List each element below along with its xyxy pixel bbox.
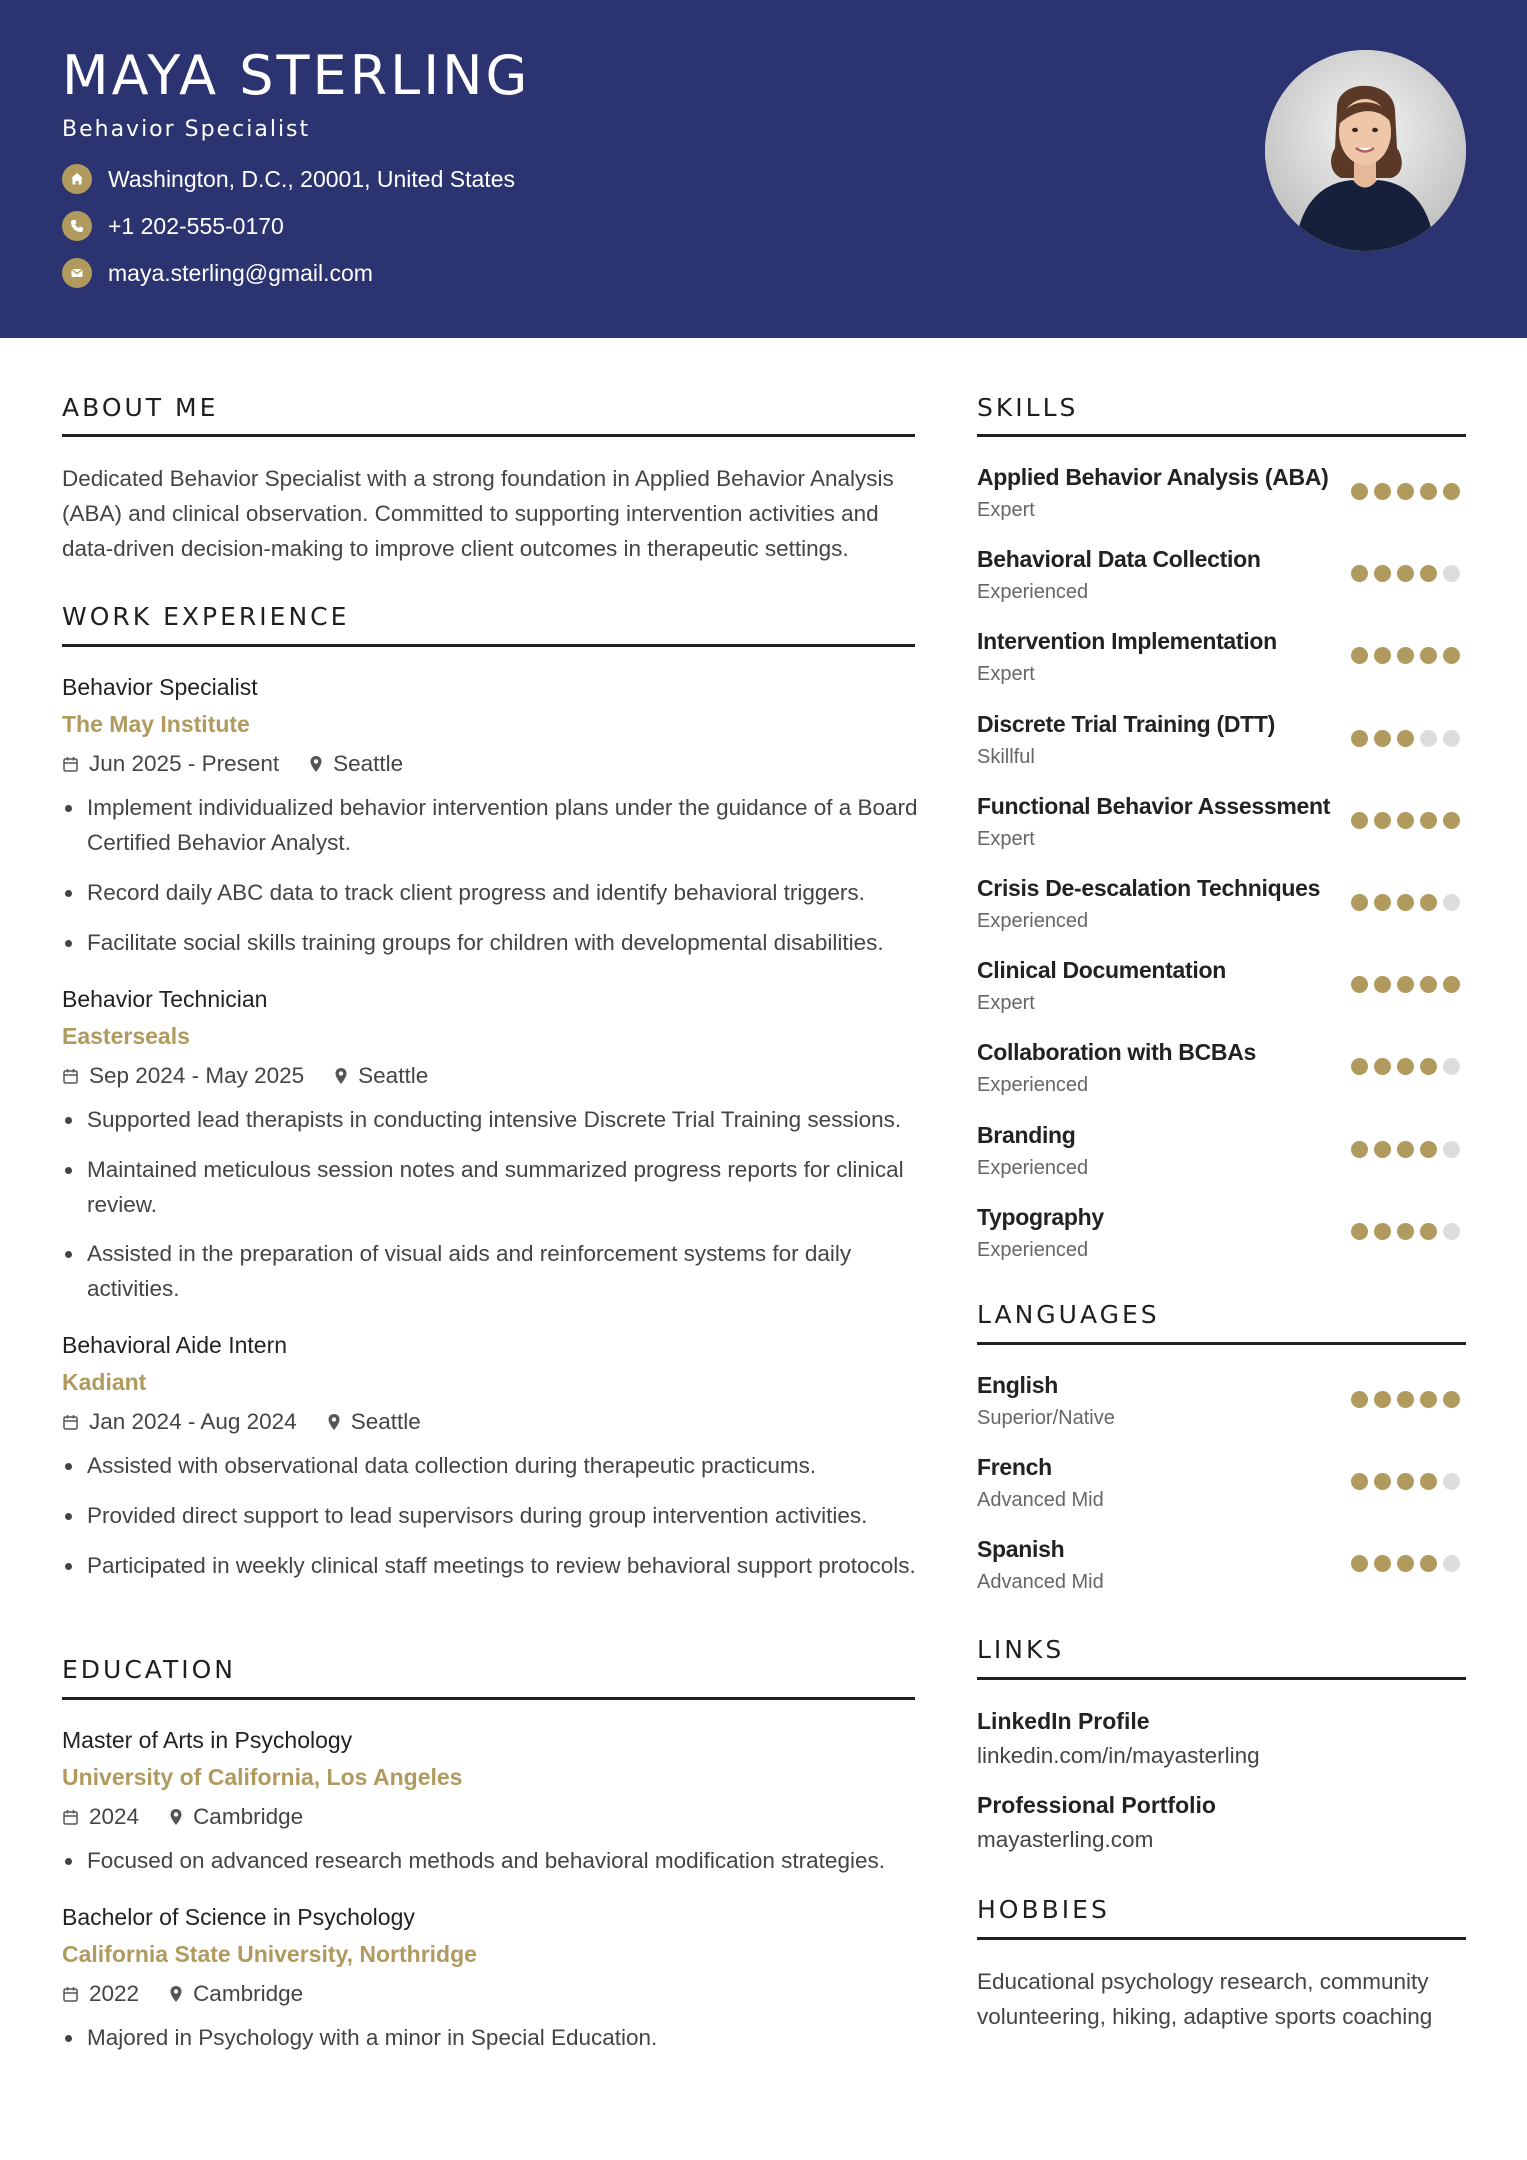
location-pin-icon: [327, 1413, 341, 1431]
languages-divider: [977, 1342, 1466, 1345]
job-bullet: Record daily ABC data to track client progress and identify behavioral triggers.: [62, 875, 922, 910]
rating-dot-filled: [1351, 1141, 1368, 1158]
rating-dots: [1351, 647, 1460, 664]
rating-dot-filled: [1351, 1223, 1368, 1240]
education-meta: [62, 1981, 303, 2007]
rating-dot-filled: [1374, 1141, 1391, 1158]
rating-dots: [1351, 1141, 1460, 1158]
job-title: Behavior Technician: [62, 986, 268, 1012]
candidate-name: MAYA STERLING: [62, 44, 531, 107]
calendar-icon: [62, 1068, 79, 1085]
rating-dot-filled: [1351, 1391, 1368, 1408]
calendar-icon: [62, 1809, 79, 1826]
rating-dots: [1351, 565, 1460, 582]
rated-item-level: Superior/Native: [977, 1407, 1115, 1429]
rating-dot-filled: [1374, 1223, 1391, 1240]
rating-dots: [1351, 976, 1460, 993]
education-year: 2024: [89, 1804, 140, 1829]
rating-dot-filled: [1374, 483, 1391, 500]
job-meta: [62, 1063, 428, 1089]
job-bullet: Facilitate social skills training groups for children with developmental disabilities.: [62, 925, 922, 960]
rating-dot-empty: [1443, 1141, 1460, 1158]
rating-dot-filled: [1397, 730, 1414, 747]
links-divider: [977, 1677, 1466, 1680]
education-location: Cambridge: [193, 1804, 304, 1829]
rating-dot-empty: [1443, 1473, 1460, 1490]
rating-dot-filled: [1420, 1141, 1437, 1158]
rated-item-name: French: [977, 1454, 1052, 1480]
rating-dot-filled: [1351, 894, 1368, 911]
rating-dot-filled: [1420, 1391, 1437, 1408]
job-organization: Easterseals: [62, 1023, 190, 1049]
education-location: Cambridge: [193, 1981, 304, 2006]
rating-dot-empty: [1443, 730, 1460, 747]
rating-dot-filled: [1443, 812, 1460, 829]
location-pin-icon: [334, 1067, 348, 1085]
rating-dot-filled: [1351, 565, 1368, 582]
job-title: Behavior Specialist: [62, 674, 258, 700]
rated-item-level: Expert: [977, 663, 1035, 686]
job-bullet: Assisted in the preparation of visual aids and reinforcement systems for daily activities.: [62, 1236, 922, 1306]
rating-dot-filled: [1397, 1141, 1414, 1158]
rated-item-name: Branding: [977, 1121, 1076, 1148]
hobbies-text: Educational psychology research, community volunteering, hiking, adaptive sports coaching: [977, 1969, 1433, 2029]
location-pin-icon: [309, 755, 323, 773]
education-divider: [62, 1697, 915, 1700]
rating-dot-filled: [1351, 1473, 1368, 1490]
rating-dots: [1351, 894, 1460, 911]
rating-dot-filled: [1420, 894, 1437, 911]
email-link[interactable]: maya.sterling@gmail.com: [108, 259, 373, 286]
mail-icon: [62, 258, 92, 288]
rating-dot-filled: [1374, 1555, 1391, 1572]
rated-item-name: Typography: [977, 1203, 1104, 1230]
link-label-linkedin: LinkedIn Profile: [977, 1708, 1150, 1734]
school-name: University of California, Los Angeles: [62, 1764, 463, 1790]
rating-dot-empty: [1443, 894, 1460, 911]
rating-dot-empty: [1443, 1555, 1460, 1572]
degree-title: Bachelor of Science in Psychology: [62, 1904, 415, 1930]
rating-dot-filled: [1374, 976, 1391, 993]
rating-dot-filled: [1374, 1058, 1391, 1075]
rating-dot-filled: [1351, 812, 1368, 829]
education-year: 2022: [89, 1981, 140, 2006]
rating-dot-filled: [1397, 894, 1414, 911]
rating-dot-filled: [1420, 565, 1437, 582]
rating-dots: [1351, 730, 1460, 747]
rating-dot-filled: [1397, 1391, 1414, 1408]
hobbies-section-title: HOBBIES: [977, 1895, 1110, 1924]
rating-dot-filled: [1374, 730, 1391, 747]
rating-dot-empty: [1443, 1223, 1460, 1240]
job-bullet: Supported lead therapists in conducting intensive Discrete Trial Training sessions.: [62, 1102, 922, 1137]
job-title: Behavioral Aide Intern: [62, 1332, 288, 1358]
rating-dot-filled: [1397, 1058, 1414, 1075]
rating-dot-filled: [1374, 1391, 1391, 1408]
rating-dot-filled: [1420, 1555, 1437, 1572]
degree-title: Master of Arts in Psychology: [62, 1727, 353, 1753]
job-location: Seattle: [333, 751, 404, 776]
rating-dot-filled: [1420, 812, 1437, 829]
rating-dot-filled: [1443, 1391, 1460, 1408]
hobbies-divider: [977, 1937, 1466, 1940]
rating-dot-filled: [1374, 812, 1391, 829]
rated-item-name: Collaboration with BCBAs: [977, 1039, 1257, 1066]
job-organization: Kadiant: [62, 1369, 147, 1395]
rated-item-level: Experienced: [977, 1156, 1089, 1179]
rated-item-name: Intervention Implementation: [977, 628, 1277, 655]
job-organization: The May Institute: [62, 711, 250, 737]
rating-dot-empty: [1420, 730, 1437, 747]
rating-dot-empty: [1443, 1058, 1460, 1075]
profile-photo: [1265, 50, 1466, 251]
rating-dot-filled: [1397, 565, 1414, 582]
rated-item-level: Skillful: [977, 745, 1035, 768]
job-bullet: Assisted with observational data collection during therapeutic practicums.: [62, 1448, 922, 1483]
job-location: Seattle: [358, 1063, 429, 1088]
link-url-linkedin[interactable]: linkedin.com/in/mayasterling: [977, 1743, 1260, 1768]
home-icon: [62, 164, 92, 194]
rated-item-name: Functional Behavior Assessment: [977, 792, 1331, 819]
candidate-role: Behavior Specialist: [62, 117, 311, 142]
languages-section-title: LANGUAGES: [977, 1300, 1160, 1329]
rating-dots: [1351, 483, 1460, 500]
education-section-title: EDUCATION: [62, 1655, 236, 1684]
rating-dot-filled: [1397, 1555, 1414, 1572]
rating-dot-filled: [1397, 976, 1414, 993]
rating-dot-filled: [1443, 976, 1460, 993]
about-section-title: ABOUT ME: [62, 393, 219, 422]
address-text: Washington, D.C., 20001, United States: [108, 165, 515, 192]
skills-section-title: SKILLS: [977, 393, 1079, 422]
job-bullet: Implement individualized behavior intervention plans under the guidance of a Board Certified Behavior Analyst.: [62, 790, 922, 860]
rating-dot-empty: [1443, 565, 1460, 582]
job-location: Seattle: [350, 1409, 421, 1434]
rated-item-level: Advanced Mid: [977, 1571, 1104, 1593]
job-meta: [62, 751, 403, 777]
about-text: Dedicated Behavior Specialist with a strong foundation in Applied Behavior Analysis (ABA) and clinical observation. Committed to supporting intervention activities and data-driven decision-making to improve client outcomes in therapeutic settings.: [62, 466, 894, 561]
calendar-icon: [62, 756, 79, 773]
rated-item-level: Expert: [977, 499, 1035, 521]
rating-dot-filled: [1420, 647, 1437, 664]
rating-dot-filled: [1351, 1058, 1368, 1075]
rating-dot-filled: [1420, 1473, 1437, 1490]
rating-dot-filled: [1374, 894, 1391, 911]
job-dates: Sep 2024 - May 2025: [89, 1063, 305, 1088]
resume-header: [0, 0, 1527, 338]
rated-item-name: Discrete Trial Training (DTT): [977, 710, 1276, 737]
rating-dot-filled: [1351, 647, 1368, 664]
job-dates: Jun 2025 - Present: [89, 751, 280, 776]
rating-dot-filled: [1374, 565, 1391, 582]
rating-dot-filled: [1420, 1058, 1437, 1075]
job-dates: Jan 2024 - Aug 2024: [89, 1409, 297, 1434]
rated-item-level: Experienced: [977, 1238, 1089, 1261]
rated-item-name: Crisis De-escalation Techniques: [977, 875, 1321, 901]
education-bullet: Majored in Psychology with a minor in Special Education.: [62, 2020, 922, 2055]
rating-dot-filled: [1420, 483, 1437, 500]
phone-icon: [62, 211, 92, 241]
contact-address: [62, 164, 515, 194]
work-divider: [62, 644, 915, 647]
contact-email: [62, 258, 373, 288]
phone-text: +1 202-555-0170: [108, 212, 284, 239]
rating-dot-filled: [1397, 483, 1414, 500]
rating-dot-filled: [1374, 647, 1391, 664]
rating-dot-filled: [1420, 1223, 1437, 1240]
rating-dot-filled: [1374, 1473, 1391, 1490]
about-divider: [62, 434, 915, 437]
job-bullet: Maintained meticulous session notes and summarized progress reports for clinical review.: [62, 1152, 922, 1222]
school-name: California State University, Northridge: [62, 1941, 477, 1967]
rated-item-level: Experienced: [977, 910, 1089, 932]
rating-dots: [1351, 1473, 1460, 1490]
rated-item-level: Experienced: [977, 1074, 1089, 1097]
rating-dot-filled: [1420, 976, 1437, 993]
rating-dot-filled: [1351, 1555, 1368, 1572]
work-section-title: WORK EXPERIENCE: [62, 602, 350, 631]
contact-phone: [62, 211, 284, 241]
rated-item-name: Behavioral Data Collection: [977, 546, 1261, 573]
rating-dots: [1351, 1058, 1460, 1075]
rating-dot-filled: [1351, 730, 1368, 747]
rating-dot-filled: [1443, 483, 1460, 500]
job-bullet: Provided direct support to lead supervisors during group intervention activities.: [62, 1498, 922, 1533]
links-section-title: LINKS: [977, 1635, 1065, 1664]
rated-item-name: Spanish: [977, 1536, 1065, 1562]
rated-item-level: Expert: [977, 992, 1035, 1015]
rated-item-level: Expert: [977, 827, 1035, 850]
job-meta: [62, 1409, 421, 1435]
calendar-icon: [62, 1414, 79, 1431]
rating-dots: [1351, 1223, 1460, 1240]
rating-dot-filled: [1397, 647, 1414, 664]
rated-item-name: Applied Behavior Analysis (ABA): [977, 464, 1329, 490]
rating-dot-filled: [1351, 976, 1368, 993]
rating-dots: [1351, 812, 1460, 829]
rating-dots: [1351, 1555, 1460, 1572]
location-pin-icon: [169, 1985, 183, 2003]
rating-dot-filled: [1443, 647, 1460, 664]
rating-dot-filled: [1397, 1473, 1414, 1490]
rating-dot-filled: [1397, 812, 1414, 829]
link-label-portfolio: Professional Portfolio: [977, 1792, 1216, 1818]
rating-dot-filled: [1397, 1223, 1414, 1240]
education-bullet: Focused on advanced research methods and behavioral modification strategies.: [62, 1843, 922, 1878]
skills-divider: [977, 434, 1466, 437]
job-bullet: Participated in weekly clinical staff meetings to review behavioral support protocols.: [62, 1548, 922, 1583]
location-pin-icon: [169, 1808, 183, 1826]
education-meta: [62, 1804, 303, 1830]
calendar-icon: [62, 1986, 79, 2003]
rating-dots: [1351, 1391, 1460, 1408]
rated-item-name: English: [977, 1372, 1058, 1398]
rated-item-level: Experienced: [977, 581, 1089, 604]
rating-dot-filled: [1351, 483, 1368, 500]
link-url-portfolio[interactable]: mayasterling.com: [977, 1827, 1154, 1852]
rated-item-level: Advanced Mid: [977, 1489, 1104, 1511]
rated-item-name: Clinical Documentation: [977, 957, 1226, 984]
